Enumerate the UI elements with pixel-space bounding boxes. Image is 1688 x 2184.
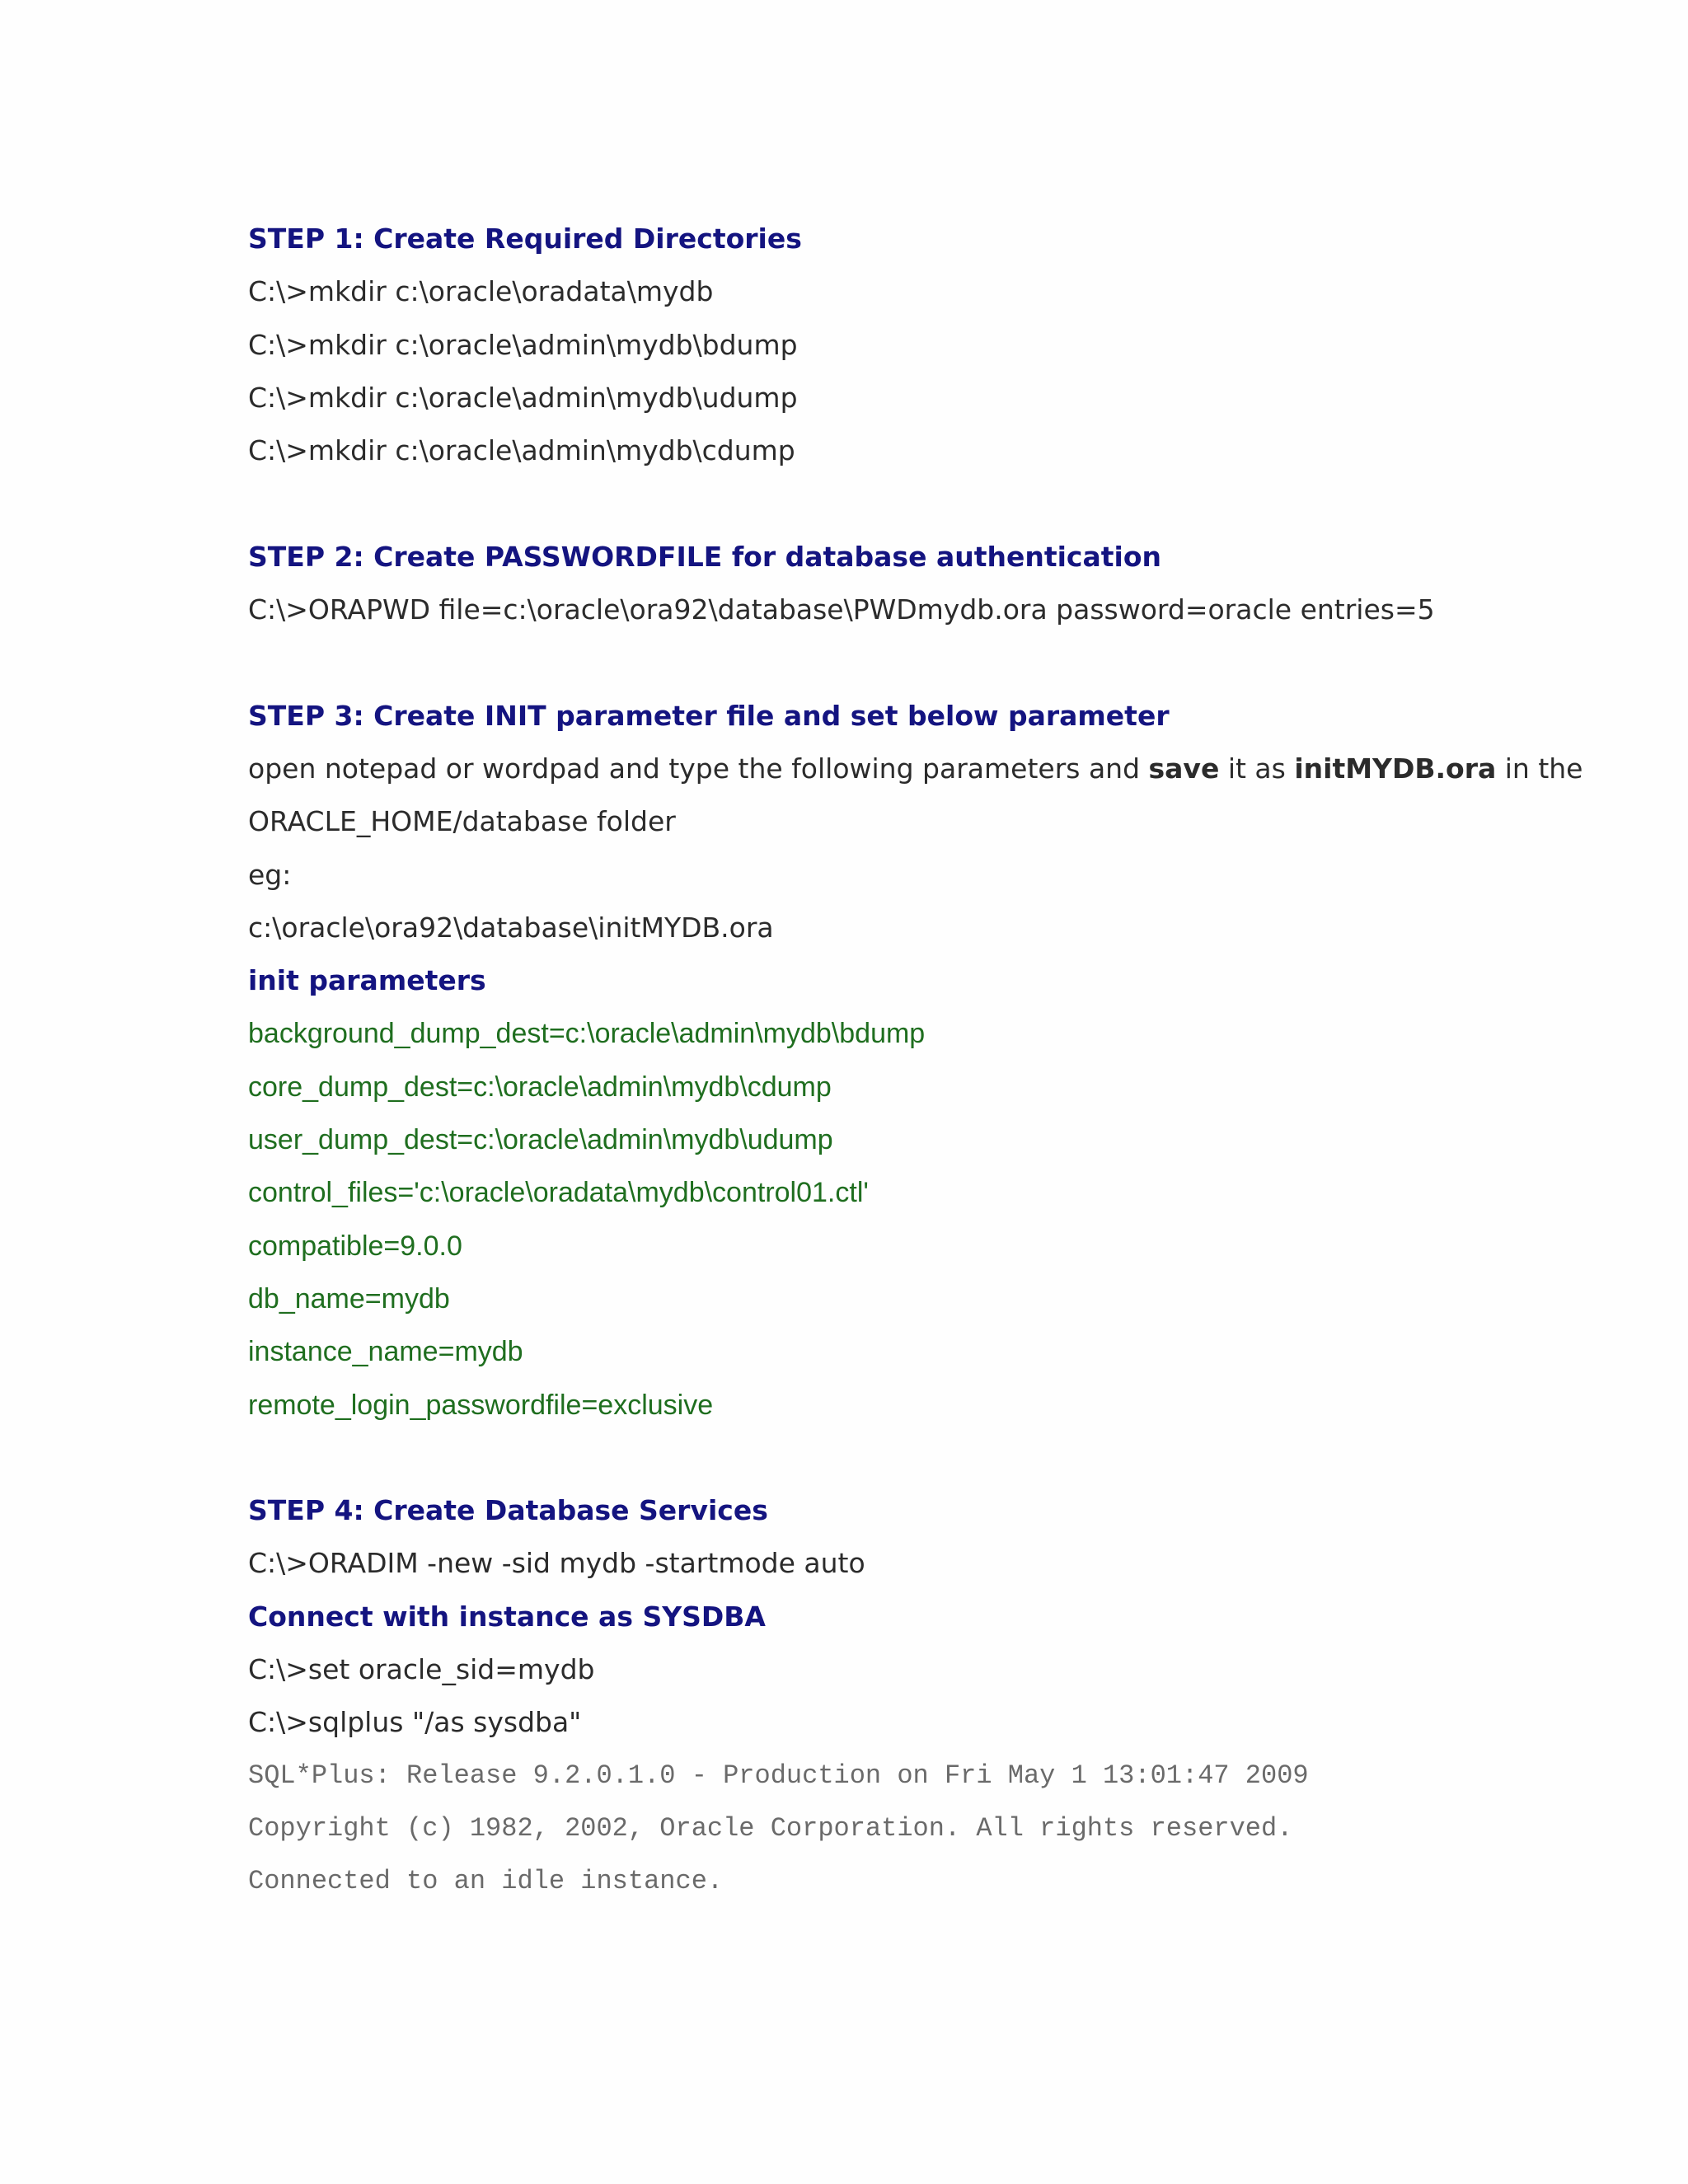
init-param-db-name: db_name=mydb [248,1282,450,1315]
init-param-background-dump-dest: background_dump_dest=c:\oracle\admin\mydb\bdump [248,1018,926,1050]
connect-heading: Connect with instance as SYSDBA [248,1600,766,1633]
step1-heading: STEP 1: Create Required Directories [248,223,802,255]
step4-command: C:\>ORADIM -new -sid mydb -startmode auto [248,1547,865,1580]
step3-intro-text-3: in the [1496,752,1583,785]
step1-command-4: C:\>mkdir c:\oracle\admin\mydb\cdump [248,434,795,467]
sqlplus-output-connected: Connected to an idle instance. [248,1866,724,1897]
step3-intro-line-2: ORACLE_HOME/database folder [248,805,676,838]
sqlplus-output-copyright: Copyright (c) 1982, 2002, Oracle Corporation. All rights reserved. [248,1812,1293,1844]
step3-intro-text-1: open notepad or wordpad and type the following parameters and [248,752,1149,785]
init-param-remote-login-passwordfile: remote_login_passwordfile=exclusive [248,1389,714,1421]
step1-command-3: C:\>mkdir c:\oracle\admin\mydb\udump [248,381,798,414]
step3-heading: STEP 3: Create INIT parameter file and set below parameter [248,699,1170,732]
step3-intro-bold-save: save [1148,752,1220,785]
init-param-compatible: compatible=9.0.0 [248,1230,462,1262]
step3-intro-line-1 [248,743,1649,795]
step2-command: C:\>ORAPWD file=c:\oracle\ora92\database\PWDmydb.ora password=oracle entries=5 [248,593,1435,626]
sqlplus-output-release: SQL*Plus: Release 9.2.0.1.0 - Production on Fri May 1 13:01:47 2009 [248,1760,1309,1791]
step4-heading: STEP 4: Create Database Services [248,1494,768,1527]
spacer [248,1432,1649,1484]
init-param-instance-name: instance_name=mydb [248,1336,523,1368]
init-param-control-files: control_files='c:\oracle\oradata\mydb\control01.ctl' [248,1177,869,1209]
document-content [248,213,1649,1909]
step3-intro-bold-filename: initMYDB.ora [1294,752,1497,785]
init-param-user-dump-dest: user_dump_dest=c:\oracle\admin\mydb\udump [248,1124,833,1156]
init-params-heading: init parameters [248,964,486,997]
connect-command-set-sid: C:\>set oracle_sid=mydb [248,1653,595,1686]
step3-eg-label: eg: [248,858,292,891]
step3-eg-path: c:\oracle\ora92\database\initMYDB.ora [248,911,774,944]
connect-command-sqlplus: C:\>sqlplus "/as sysdba" [248,1706,582,1739]
step1-command-1: C:\>mkdir c:\oracle\oradata\mydb [248,275,714,308]
init-param-core-dump-dest: core_dump_dest=c:\oracle\admin\mydb\cdump [248,1071,832,1103]
step2-heading: STEP 2: Create PASSWORDFILE for database authentication [248,540,1162,573]
step1-command-2: C:\>mkdir c:\oracle\admin\mydb\bdump [248,328,798,361]
spacer [248,477,1649,530]
spacer [248,636,1649,689]
step3-intro-text-2: it as [1219,752,1295,785]
